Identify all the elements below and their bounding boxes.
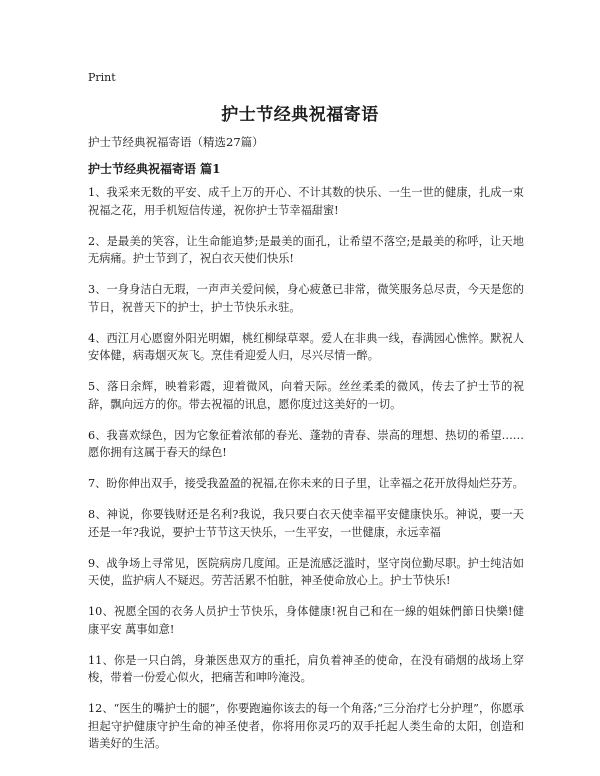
document-subtitle: 护士节经典祝福寄语（精选27篇） xyxy=(88,135,264,149)
document-title: 护士节经典祝福寄语 xyxy=(221,105,379,125)
section-heading: 护士节经典祝福寄语 篇1 xyxy=(88,162,221,176)
blessing-item-8: 8、神说，你要钱财还是名利?我说，我只要白衣天使幸福平安健康快乐。神说，要一天还是一年?我说，要护士节节这天快乐，一生平安，一世健康，永远幸福 xyxy=(88,508,524,539)
blessing-item-11: 11、你是一只白鸽，身兼医患双方的重托，肩负着神圣的使命，在没有硝烟的战场上穿梭，带着一份爱心似火，把痛苦和呻吟淹没。 xyxy=(88,653,524,684)
print-link[interactable]: Print xyxy=(88,71,116,84)
blessing-item-12: 12、“医生的嘴护士的腿”，你要跑遍你该去的每一个角落;“三分治疗七分护理”，你愿承担起守护健康守护生命的神圣使者，你将用你灵巧的双手托起人类生命的太阳，创造和谐美好的生活。 xyxy=(88,702,524,750)
blessing-item-1: 1、我采来无数的平安、成千上万的开心、不计其数的快乐、一生一世的健康，扎成一束祝福之花，用手机短信传递，祝你护士节幸福甜蜜! xyxy=(88,186,524,217)
blessing-item-9: 9、战争场上寻常见，医院病房几度闻。正是流感泛滥时，坚守岗位勤尽职。护士纯洁如天使，监护病人不疑迟。劳苦活累不怕脏，神圣使命放心上。护士节快乐! xyxy=(88,556,524,587)
blessing-item-4: 4、西江月心愿窗外阳光明媚，桃红柳绿草翠。爱人在非典一线，春满园心憔悴。默祝人安体健，病毒烟灭灰飞。烹佳肴迎爱人归，尽兴尽情一醉。 xyxy=(88,331,524,362)
blessing-item-3: 3、一身身洁白无瑕，一声声关爱问候，身心疲惫已非常，微笑服务总尽责，今天是您的节日，祝普天下的护士，护士节快乐永驻。 xyxy=(88,283,524,314)
blessing-item-2: 2、是最美的笑容，让生命能追梦;是最美的面孔，让希望不落空;是最美的称呼，让天地无病痛。护士节到了，祝白衣天使们快乐! xyxy=(88,234,524,265)
blessing-item-5: 5、落日余辉，映着彩霞，迎着微风，向着天际。丝丝柔柔的微风，传去了护士节的祝辞，飘向远方的你。带去祝福的讯息，愿你度过这美好的一切。 xyxy=(88,380,524,411)
blessing-list xyxy=(88,184,524,766)
blessing-item-6: 6、我喜欢绿色，因为它象征着浓郁的春光、蓬勃的青春、崇高的理想、热切的希望……愿你拥有这属于春天的绿色! xyxy=(88,428,524,459)
blessing-item-7: 7、盼你伸出双手，接受我盈盈的祝福,在你未来的日子里，让幸福之花开放得灿烂芬芳。 xyxy=(88,477,524,490)
blessing-item-10: 10、祝愿全国的衣务人员护士节快乐，身体健康!祝自己和在一線的姐妹們節日快樂!健康平安 萬事如意! xyxy=(88,605,524,636)
